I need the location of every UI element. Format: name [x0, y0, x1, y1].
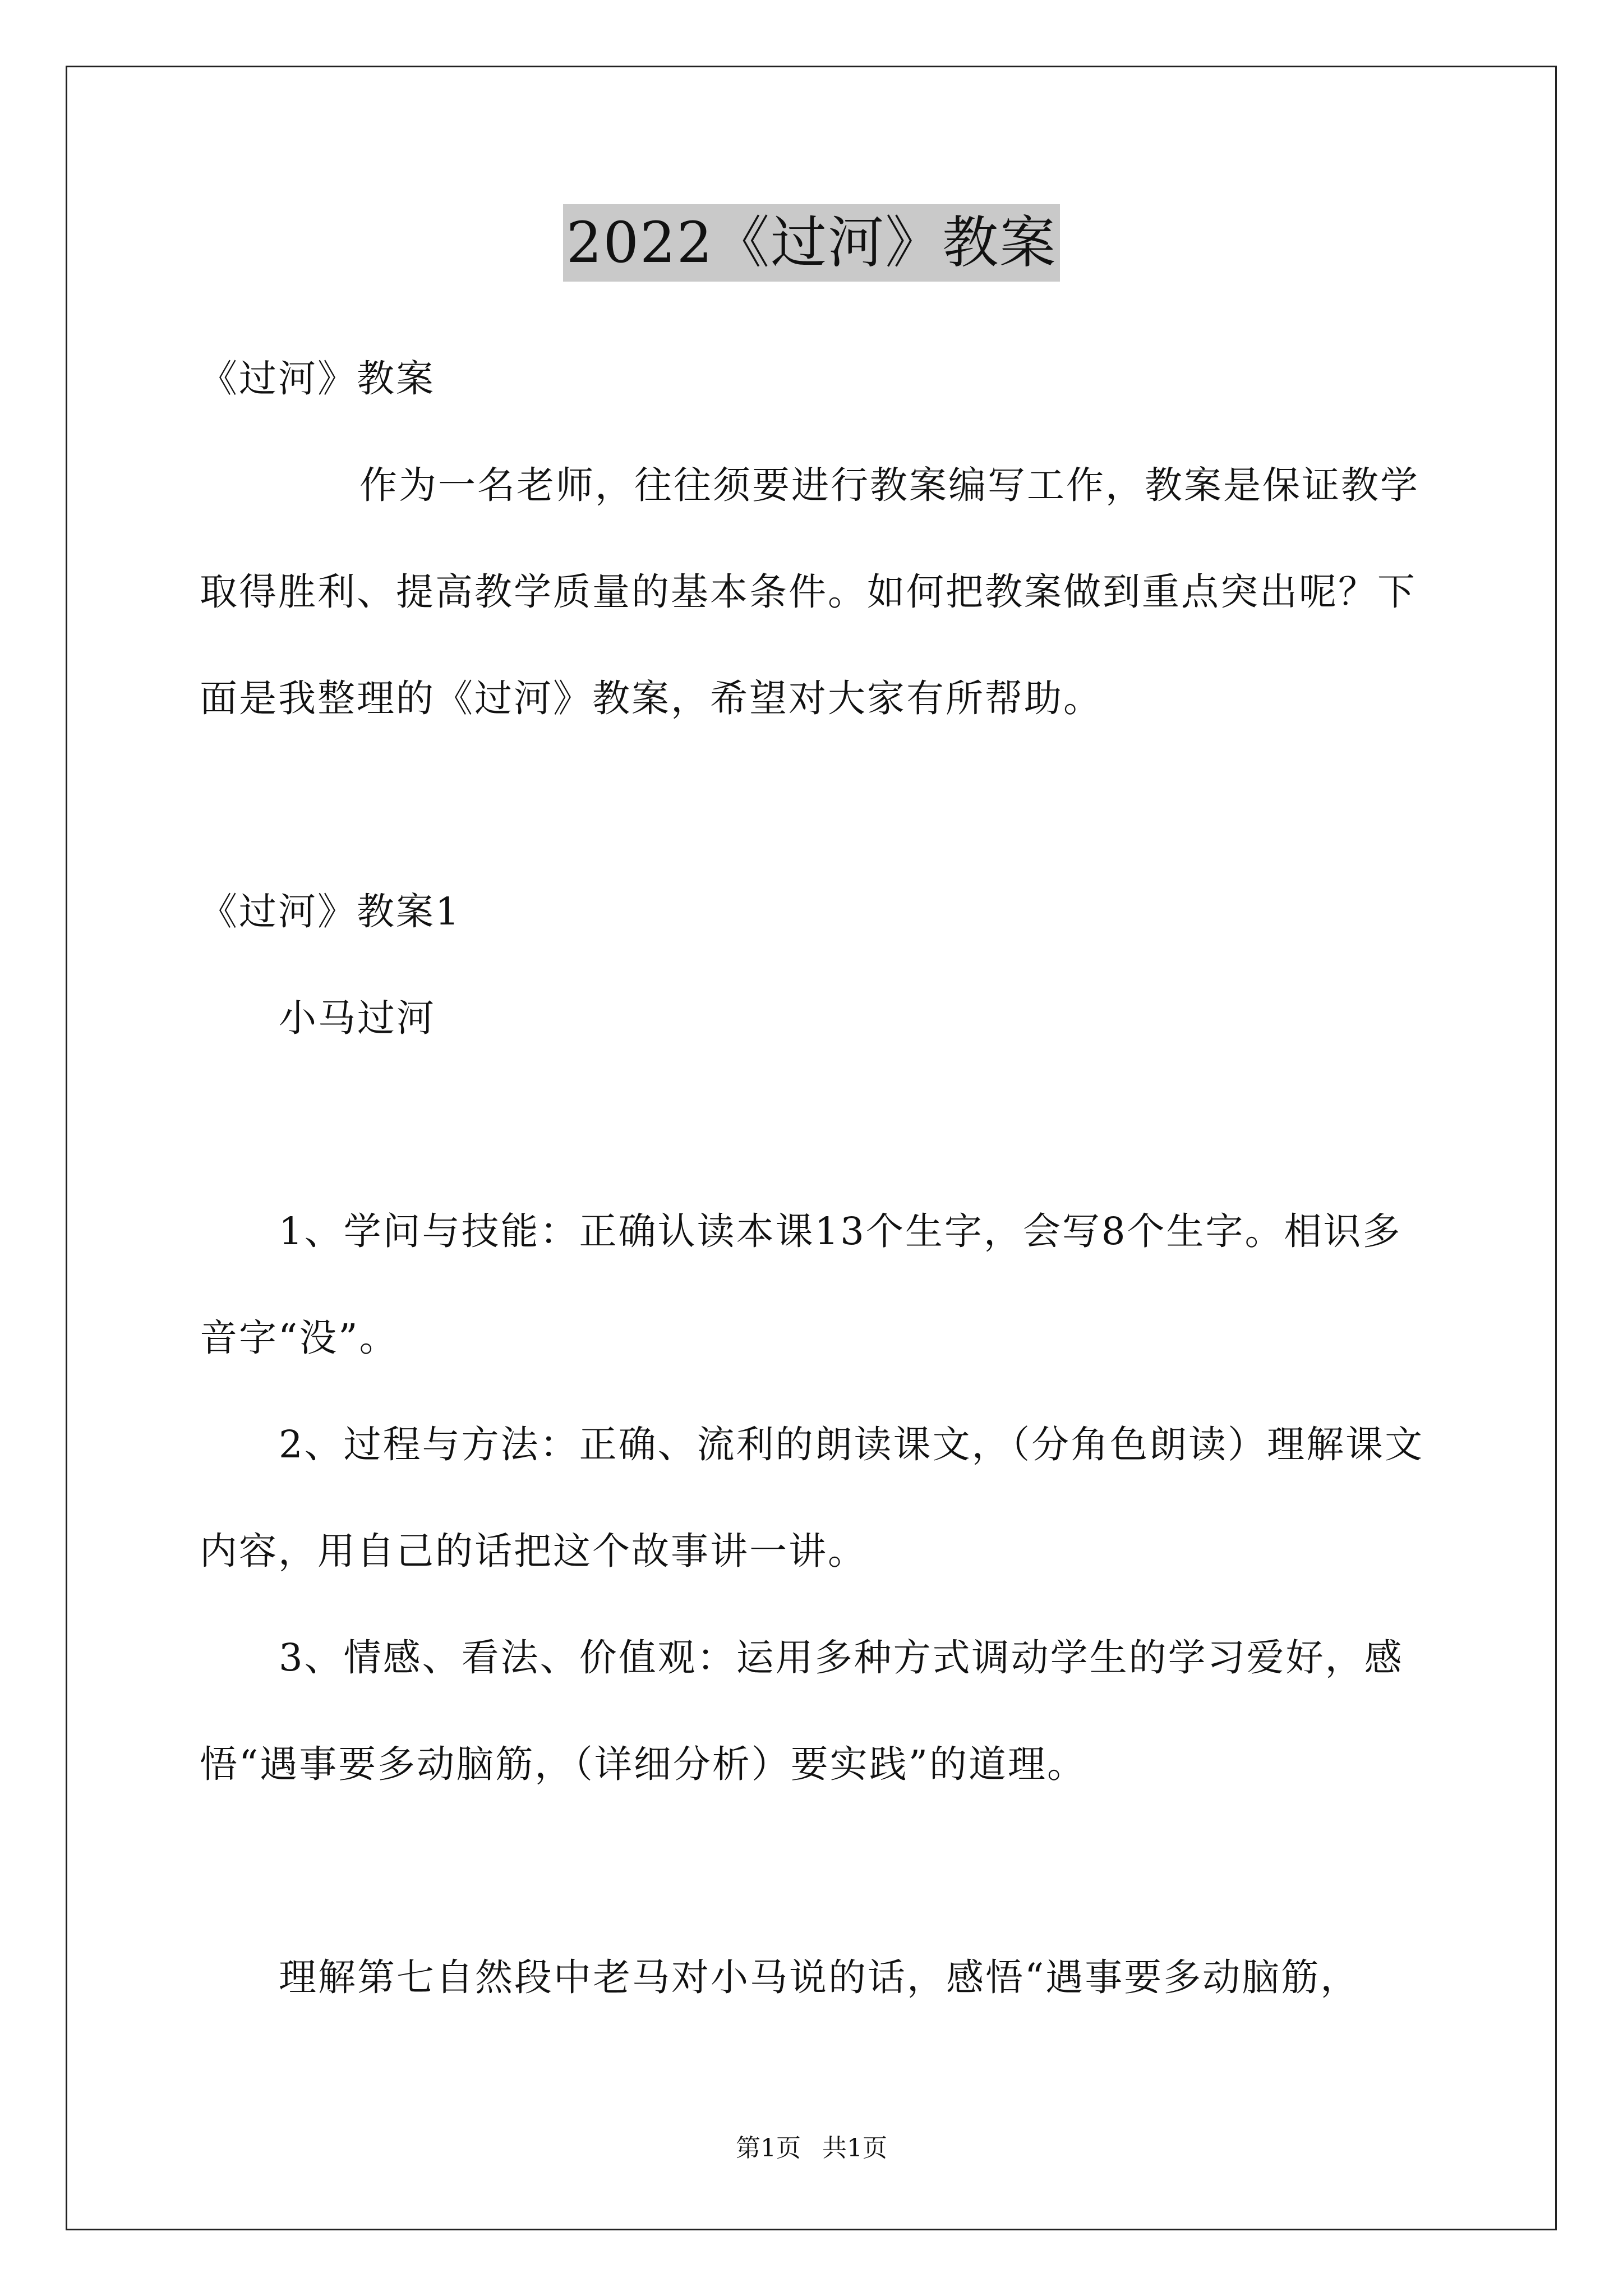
intro-paragraph: 作为一名老师，往往须要进行教案编写工作，教案是保证教学取得胜利、提高教学质量的基本条件。如何把教案做到重点突出呢？下面是我整理的《过河》教案，希望对大家有所帮助。	[200, 463, 1419, 720]
page-footer	[0, 2132, 1623, 2165]
subtitle: 《过河》教案	[200, 357, 435, 401]
page-number: 第1页	[736, 2134, 801, 2162]
objective-knowledge-skills: 1、学问与技能：正确认读本课13个生字，会写8个生字。相识多音字“没”。	[200, 1209, 1402, 1360]
key-point-paragraph: 理解第七自然段中老马对小马说的话，感悟“遇事要多动脑筋，	[279, 1955, 1360, 1999]
title-wrap	[0, 204, 1623, 282]
page-total: 共1页	[822, 2134, 887, 2162]
document-title: 2022《过河》教案	[563, 204, 1061, 282]
objective-emotion-values: 3、情感、看法、价值观：运用多种方式调动学生的学习爱好，感悟“遇事要多动脑筋，（详细分析）要实践”的道理。	[200, 1636, 1404, 1786]
lesson-title: 小马过河	[279, 996, 436, 1040]
objective-process-method: 2、过程与方法：正确、流利的朗读课文，（分角色朗读）理解课文内容，用自己的话把这个故事讲一讲。	[200, 1423, 1424, 1573]
section-heading: 《过河》教案1	[200, 890, 461, 933]
